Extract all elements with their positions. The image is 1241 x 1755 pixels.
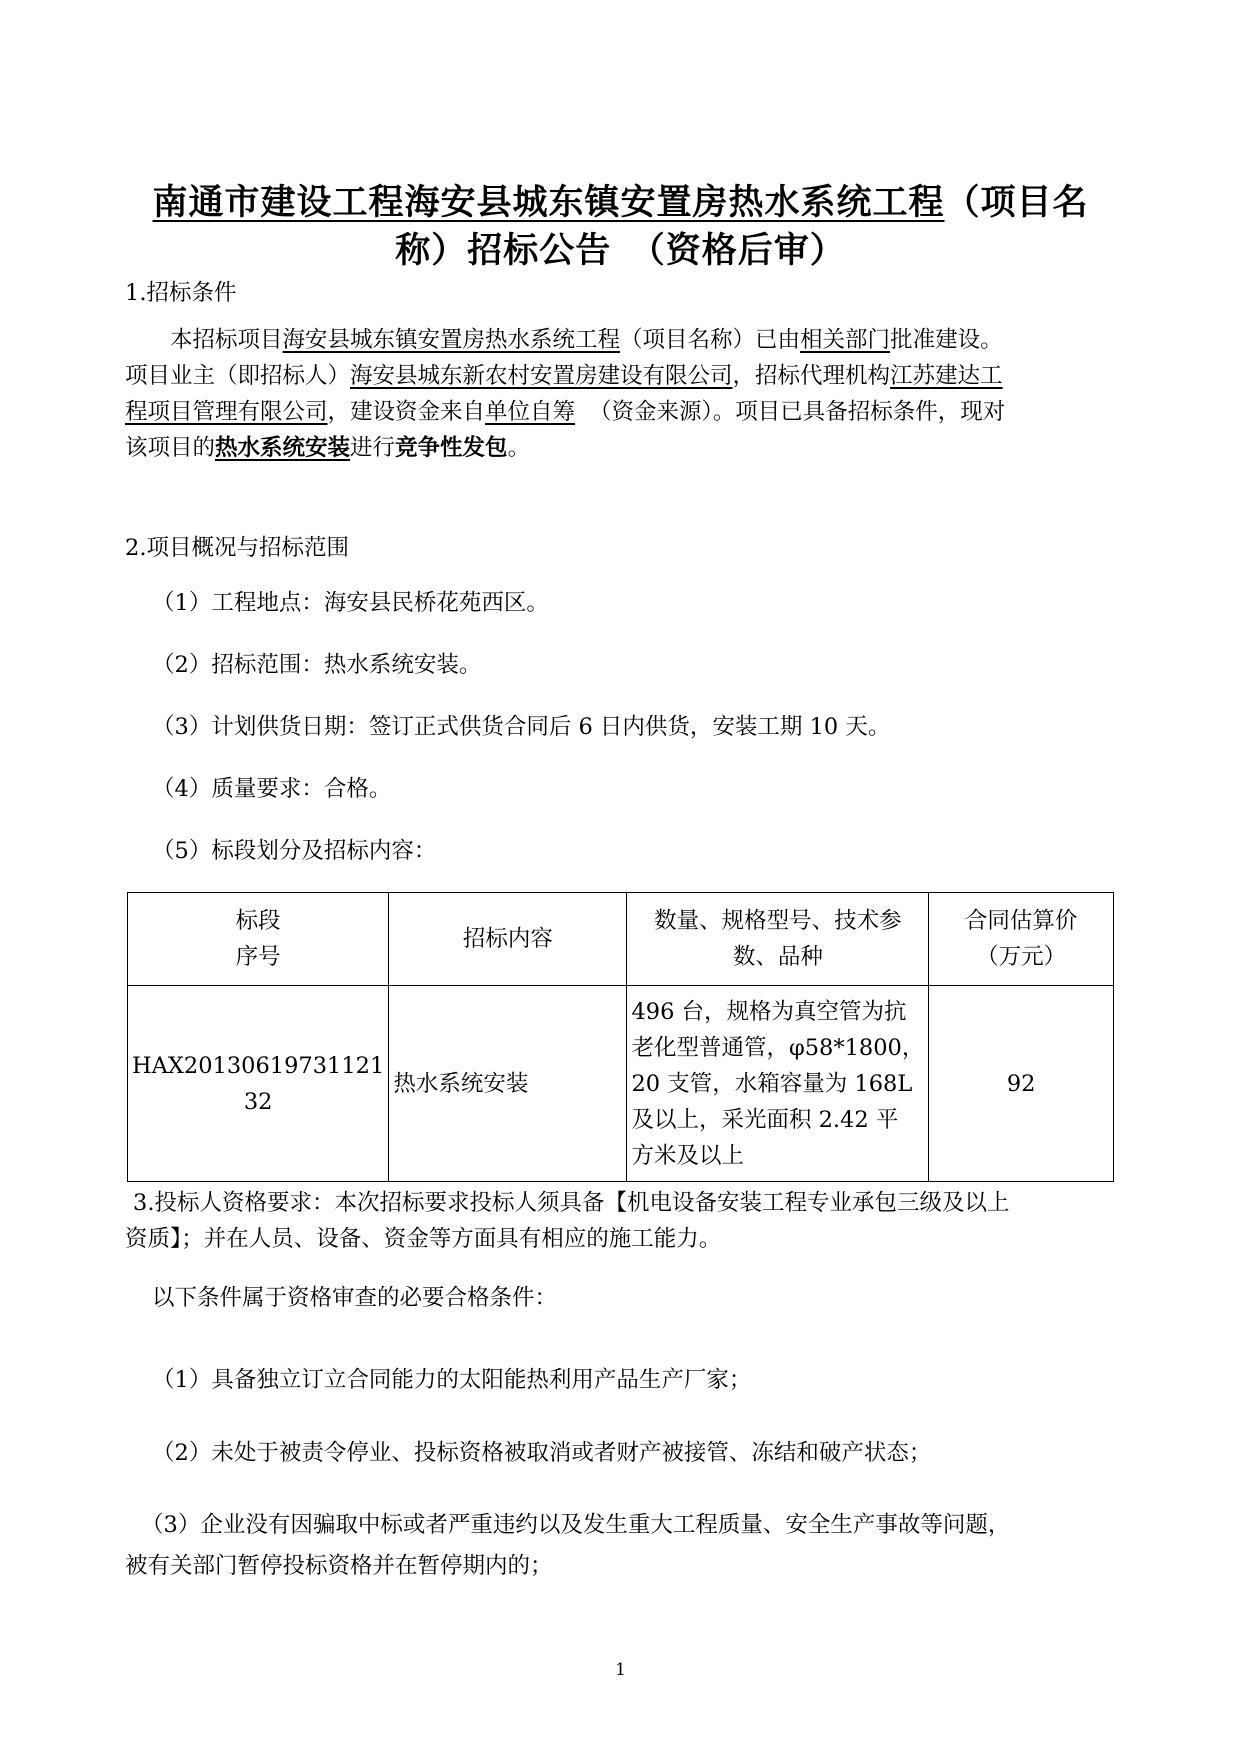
page-title-line-2: 称）招标公告 （资格后审）	[395, 231, 846, 271]
section-1-heading: 1.招标条件	[125, 280, 237, 306]
cell-text: 20 支管，水箱容量为 168L	[631, 1070, 913, 1097]
section-3-line-1	[133, 1188, 1123, 1218]
section-2-heading: 2.项目概况与招标范围	[125, 535, 349, 561]
cell-price: 92	[929, 986, 1114, 1182]
condition-item: （1）具备独立订立合同能力的太阳能热利用产品生产厂家；	[152, 1367, 752, 1393]
text: 。	[507, 435, 531, 461]
section-1-para-line-4	[125, 433, 1115, 463]
header-text: 数量、规格型号、技术参	[654, 908, 902, 934]
agency-name: 江苏建达工	[890, 363, 1003, 389]
section-3-intro: 以下条件属于资格审查的必要合格条件：	[152, 1285, 558, 1311]
text: 该项目的	[125, 435, 216, 461]
header-text: 数、品种	[732, 944, 823, 970]
section-2-item: （1）工程地点：海安县民桥花苑西区。	[152, 590, 549, 616]
qualification: 资质】	[125, 1226, 182, 1252]
table-header-row	[128, 893, 1114, 986]
cell-lot-code	[128, 986, 389, 1182]
text: ，建设资金来自	[327, 399, 486, 425]
condition-item: （2）未处于被责令停业、投标资格被取消或者财产被接管、冻结和破产状态；	[152, 1440, 932, 1466]
cell-text: 32	[243, 1088, 273, 1115]
title-suffix: （项目名	[944, 183, 1089, 223]
section-3-line-2	[125, 1224, 1115, 1254]
header-estimated-price	[929, 893, 1114, 986]
header-lot-number	[128, 893, 389, 986]
project-owner: 海安县城东新农村安置房建设有限公司	[350, 363, 733, 389]
header-text: 标段	[235, 908, 281, 934]
header-bid-content: 招标内容	[389, 893, 627, 986]
text: （项目名称）已由	[620, 327, 801, 353]
header-text: （万元）	[976, 944, 1067, 970]
table-row	[128, 986, 1114, 1182]
text: （资金来源）。项目已具备招标条件，现对	[589, 399, 1006, 425]
text: 3.投标人资格要求：本次招标要求投标人须具备	[133, 1190, 605, 1216]
condition-item: （3）企业没有因骗取中标或者严重违约以及发生重大工程质量、安全生产事故等问题，	[141, 1512, 1011, 1538]
agency-name: 程项目管理有限公司	[125, 399, 328, 425]
condition-item-continued: 被有关部门暂停投标资格并在暂停期内的；	[125, 1553, 553, 1579]
cell-bid-content: 热水系统安装	[389, 986, 627, 1182]
text: ，招标代理机构	[732, 363, 891, 389]
section-1-para-line-3	[125, 397, 1115, 427]
page-number: 1	[615, 1660, 626, 1680]
fund-source: 单位自筹	[485, 399, 576, 425]
section-2-item: （2）招标范围：热水系统安装。	[152, 652, 482, 678]
page-title-line-1	[110, 178, 1131, 228]
header-spec	[627, 893, 929, 986]
bid-mode: 竞争性发包	[395, 435, 508, 461]
section-1-para-line-2	[125, 361, 1115, 391]
cell-text: 496 台，规格为真空管为抗	[631, 998, 907, 1025]
cell-text: 方米及以上	[631, 1142, 744, 1169]
text: 本招标项目	[170, 327, 283, 353]
cell-text: 及以上，采光面积 2.42 平	[631, 1106, 899, 1133]
section-2-item: （3）计划供货日期：签订正式供货合同后 6 日内供货，安装工期 10 天。	[152, 714, 891, 740]
section-1-para-line-1	[170, 325, 1160, 355]
project-name: 海安县城东镇安置房热水系统工程	[282, 327, 621, 353]
bid-scope: 热水系统安装	[215, 435, 351, 461]
header-text: 合同估算价	[964, 908, 1078, 934]
section-2-item: （4）质量要求：合格。	[152, 776, 392, 802]
title-project-name: 南通市建设工程海安县城东镇安置房热水系统工程	[152, 183, 945, 223]
bid-table	[127, 892, 1114, 1182]
text: 进行	[350, 435, 396, 461]
approving-dept: 相关部门	[800, 327, 891, 353]
section-2-item: （5）标段划分及招标内容：	[152, 838, 437, 864]
text: 批准建设。	[890, 327, 1003, 353]
qualification: 【机电设备安装工程专业承包三级及以上	[604, 1190, 1010, 1216]
cell-text: HAX20130619731121	[132, 1052, 385, 1079]
cell-spec	[627, 986, 929, 1182]
text: ；并在人员、设备、资金等方面具有相应的施工能力。	[181, 1226, 722, 1252]
header-text: 序号	[235, 944, 281, 970]
text: 项目业主（即招标人）	[125, 363, 351, 389]
cell-text: 老化型普通管，φ58*1800，	[631, 1034, 925, 1061]
